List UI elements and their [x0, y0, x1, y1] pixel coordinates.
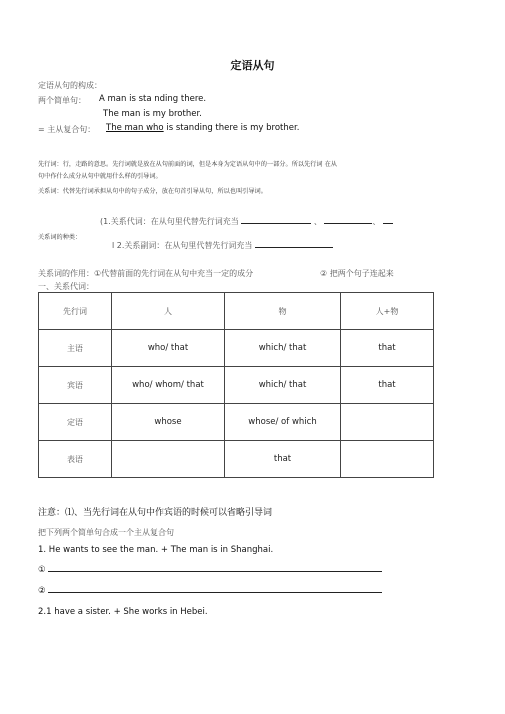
antecedent-definition-1: 先行词：行，走路的意思。先行词就是放在从句前面的词，但是本身为定语从句中的一部分。所以先行词 在从 [38, 161, 337, 168]
exercise-question-2: 2.1 have a sister. + She works in Hebei. [38, 607, 208, 617]
relative-pronoun-table [38, 292, 434, 478]
table-cell: whose/ of which [225, 404, 341, 441]
table-cell: who/ whom/ that [112, 367, 225, 404]
blank-4 [255, 240, 333, 248]
table-cell [341, 404, 434, 441]
section-heading: 一、关系代词： [38, 282, 94, 291]
antecedent-definition-2: 句中作什么成分从句中就用什么样的引导词。 [38, 173, 162, 180]
header-person: 人 [112, 293, 225, 330]
row-label-attributive: 定语 [39, 404, 112, 441]
function-text-2: ② 把两个句子连起来 [320, 269, 394, 278]
types-label: 关系词的种类： [38, 234, 82, 241]
relative-pronoun-text: (1.关系代词：在从句里代替先行词充当 [100, 217, 239, 226]
table-row [39, 404, 434, 441]
blank-3 [383, 216, 393, 224]
table-cell: which/ that [225, 330, 341, 367]
relative-definition: 关系词：代替先行词承担从句中的句子成分，放在句首引导从句，所以也叫引导词。 [38, 188, 267, 195]
relative-pronoun-line [100, 216, 393, 227]
answer-blank-1 [48, 564, 382, 572]
table-cell: that [225, 441, 341, 478]
function-text: 关系词的作用：①代替前面的先行词在从句中充当一定的成分 [38, 269, 254, 278]
table-row [39, 367, 434, 404]
answer-mark-1: ① [38, 565, 46, 575]
relative-adverb-line [112, 240, 333, 251]
answer-blank-2 [48, 585, 382, 593]
two-simple-label: 两个简单句： [38, 96, 86, 105]
table-cell: that [341, 330, 434, 367]
table-row [39, 441, 434, 478]
table-cell [112, 441, 225, 478]
header-thing: 物 [225, 293, 341, 330]
exercise-question-1: 1. He wants to see the man. + The man is in Shanghai. [38, 545, 274, 555]
page-title: 定语从句 [230, 59, 275, 72]
header-antecedent: 先行词 [39, 293, 112, 330]
answer-line-1 [38, 564, 382, 575]
header-person-thing: 人+物 [341, 293, 434, 330]
table-cell: who/ that [112, 330, 225, 367]
row-label-object: 宾语 [39, 367, 112, 404]
row-label-subject: 主语 [39, 330, 112, 367]
note-text: 注意：⑴、当先行词在从句中作宾语的时候可以省略引导词 [38, 508, 273, 518]
complex-rest: is standing there is my brother. [163, 123, 300, 133]
sentence-2: The man is my brother. [103, 109, 202, 119]
table-cell: that [341, 367, 434, 404]
separator-1: 、 [313, 217, 322, 226]
table-header-row [39, 293, 434, 330]
blank-1 [241, 216, 311, 224]
row-label-predicative: 表语 [39, 441, 112, 478]
blank-2 [324, 216, 372, 224]
complex-sentence [106, 123, 299, 133]
sentence-1: A man is sta nding there. [99, 94, 207, 104]
exercise-instruction: 把下列两个简单句合成一个主从复合句 [38, 528, 174, 537]
relative-adverb-text: l 2.关系副词：在从句里代替先行词充当 [112, 241, 253, 250]
complex-label: = 主从复合句： [38, 125, 96, 134]
table-row [39, 330, 434, 367]
intro-heading: 定语从句的构成： [38, 81, 102, 90]
complex-underlined: The man who [106, 123, 164, 133]
separator-2: 、 [372, 217, 381, 226]
table-cell [341, 441, 434, 478]
table-cell: which/ that [225, 367, 341, 404]
table-cell: whose [112, 404, 225, 441]
answer-mark-2: ② [38, 586, 46, 596]
answer-line-2 [38, 585, 382, 596]
